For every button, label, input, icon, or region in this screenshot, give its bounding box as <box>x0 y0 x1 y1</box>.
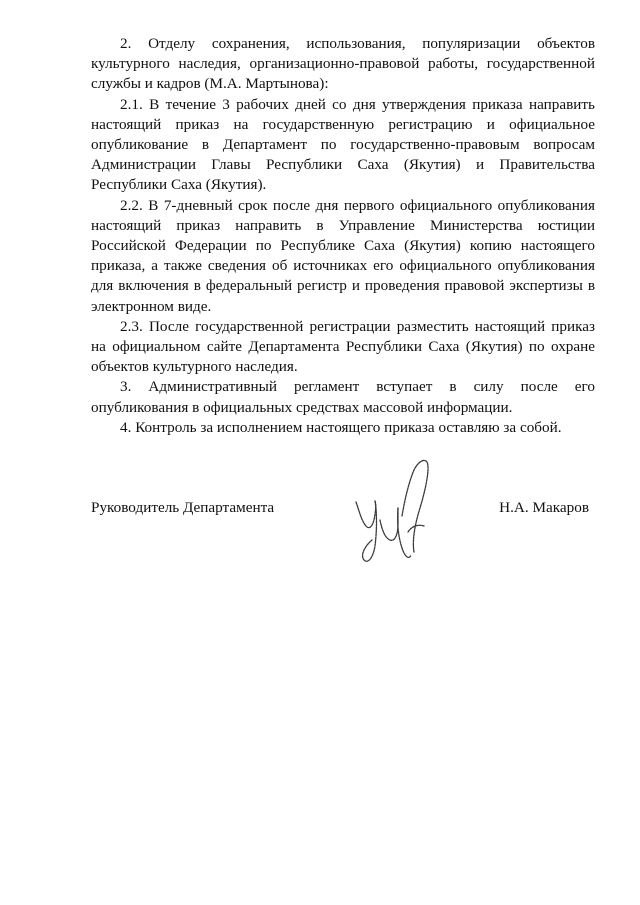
paragraph-4: 4. Контроль за исполнением настоящего приказа оставляю за собой. <box>120 418 562 436</box>
signature-block <box>91 498 595 518</box>
document-body <box>91 34 595 438</box>
paragraph-2-2: 2.2. В 7-дневный срок после дня первого официального опубликования настоящий приказ направить в Управление Министерства юстиции Российской Федерации по Республике Саха (Якутия) копию настоящего приказа, а также сведения об источниках его официального опубликования для включения в федеральный регистр и проведения правовой экспертизы в электронном виде. <box>91 196 595 315</box>
paragraph-2-3: 2.3. После государственной регистрации разместить настоящий приказ на официальном сайте Департамента Республики Саха (Якутия) по охране объектов культурного наследия. <box>91 317 595 376</box>
signatory-name: Н.А. Макаров <box>499 499 589 516</box>
signatory-title: Руководитель Департамента <box>91 499 275 516</box>
paragraph-3: 3. Административный регламент вступает в силу после его опубликования в официальных средствах массовой информации. <box>91 378 595 416</box>
handwritten-signature-icon <box>352 454 434 572</box>
paragraph-2-1: 2.1. В течение 3 рабочих дней со дня утверждения приказа направить настоящий приказ на государственную регистрацию и официальное опубликование в Департамент по государственно-правовым вопросам Администрации Главы Республики Саха (Якутия) и Правительства Республики Саха (Якутия). <box>91 95 595 194</box>
paragraph-2: 2. Отделу сохранения, использования, популяризации объектов культурного наследия, организационно-правовой работы, государственной службы и кадров (М.А. Мартынова): <box>91 35 595 93</box>
